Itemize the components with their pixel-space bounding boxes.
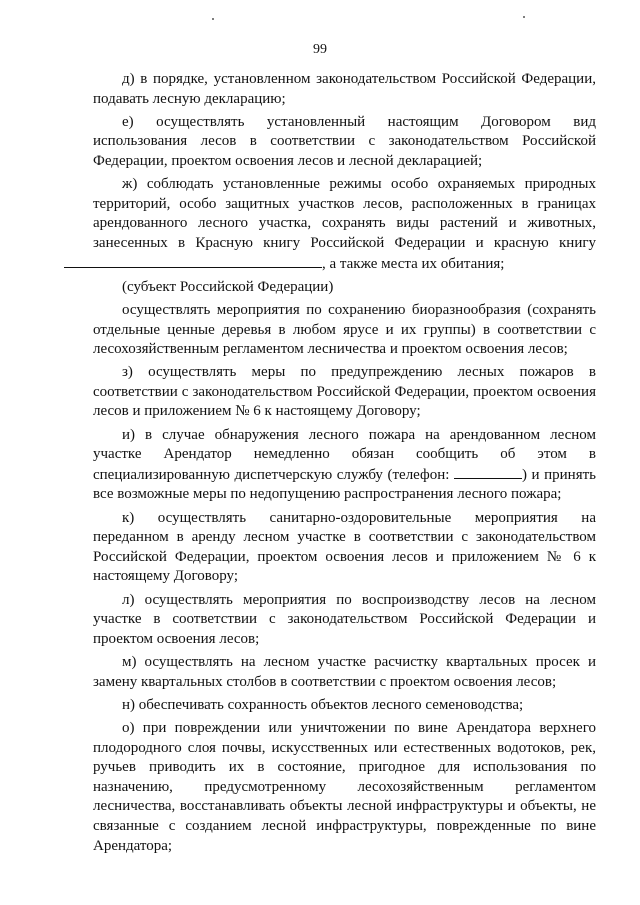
paragraph-zh-tail: , а также места их обитания; (322, 255, 505, 272)
scan-speck (212, 18, 214, 20)
page-number: 99 (313, 42, 327, 57)
phone-blank-line (454, 465, 522, 479)
paragraph-m: м) осуществлять на лесном участке расчистку квартальных просек и замену квартальных столбов в соответствии с проектом освоения лесов; (93, 653, 596, 690)
paragraph-o: о) при повреждении или уничтожении по вине Арендатора верхнего плодородного слоя почвы, искусственных или естественных водотоков, рек, ручьев приводить их в состояние, пригодное для использования по назначению, предусмотренному лесохозяйственным регламентом лесничества, восстанавливать объекты лесной инфраструктуры и объекты, не связанные с созданием лесной инфраструктуры, поврежденные по вине Арендатора; (93, 719, 596, 854)
paragraph-zh (93, 175, 596, 274)
subject-blank-line (64, 254, 322, 268)
paragraph-i-tail: ) и принять все возможные меры по недопущению распространения лесного пожара; (93, 466, 597, 503)
paragraph-k: к) осуществлять санитарно-оздоровительные мероприятия на переданном в аренду лесном участке в соответствии с законодательством Российской Федерации, проектом освоения лесов и приложением № 6 к настоящему Договору; (93, 509, 596, 585)
scan-speck (523, 16, 525, 18)
paragraph-n: н) обеспечивать сохранность объектов лесного семеноводства; (122, 696, 524, 713)
paragraph-zh-text: ж) соблюдать установленные режимы особо охраняемых природных территорий, особо защитных участков лесов, расположенных в границах арендованного лесного участка, сохранять виды растений и животных, занесенных в Красную книгу Российской Федерации и красную книгу (93, 176, 596, 251)
document-body (93, 70, 596, 860)
paragraph-l: л) осуществлять мероприятия по воспроизводству лесов на лесном участке в соответствии с законодательством Российской Федерации и проектом освоения лесов; (93, 591, 596, 647)
paragraph-e: е) осуществлять установленный настоящим Договором вид использования лесов в соответствии с законодательством Российской Федерации, проектом освоения лесов и лесной декларацией; (93, 113, 596, 169)
paragraph-i-text: и) в случае обнаружения лесного пожара на арендованном лесном участке Арендатор немедленно обязан сообщить об этом в специализированную диспетчерскую службу (телефон: (93, 426, 596, 483)
paragraph-biodiversity: осуществлять мероприятия по сохранению биоразнообразия (сохранять отдельные ценные деревья в любом ярусе и их группы) в соответствии с лесохозяйственным регламентом лесничества и проектом освоения лесов; (93, 301, 596, 358)
paragraph-z: з) осуществлять меры по предупреждению лесных пожаров в соответствии с законодательством Российской Федерации, проектом освоения лесов и приложением № 6 к настоящему Договору; (93, 364, 596, 420)
paragraph-i (93, 426, 596, 505)
paragraph-d: д) в порядке, установленном законодательством Российской Федерации, подавать лесную декларацию; (93, 71, 596, 107)
subject-caption: (субъект Российской Федерации) (122, 278, 334, 295)
